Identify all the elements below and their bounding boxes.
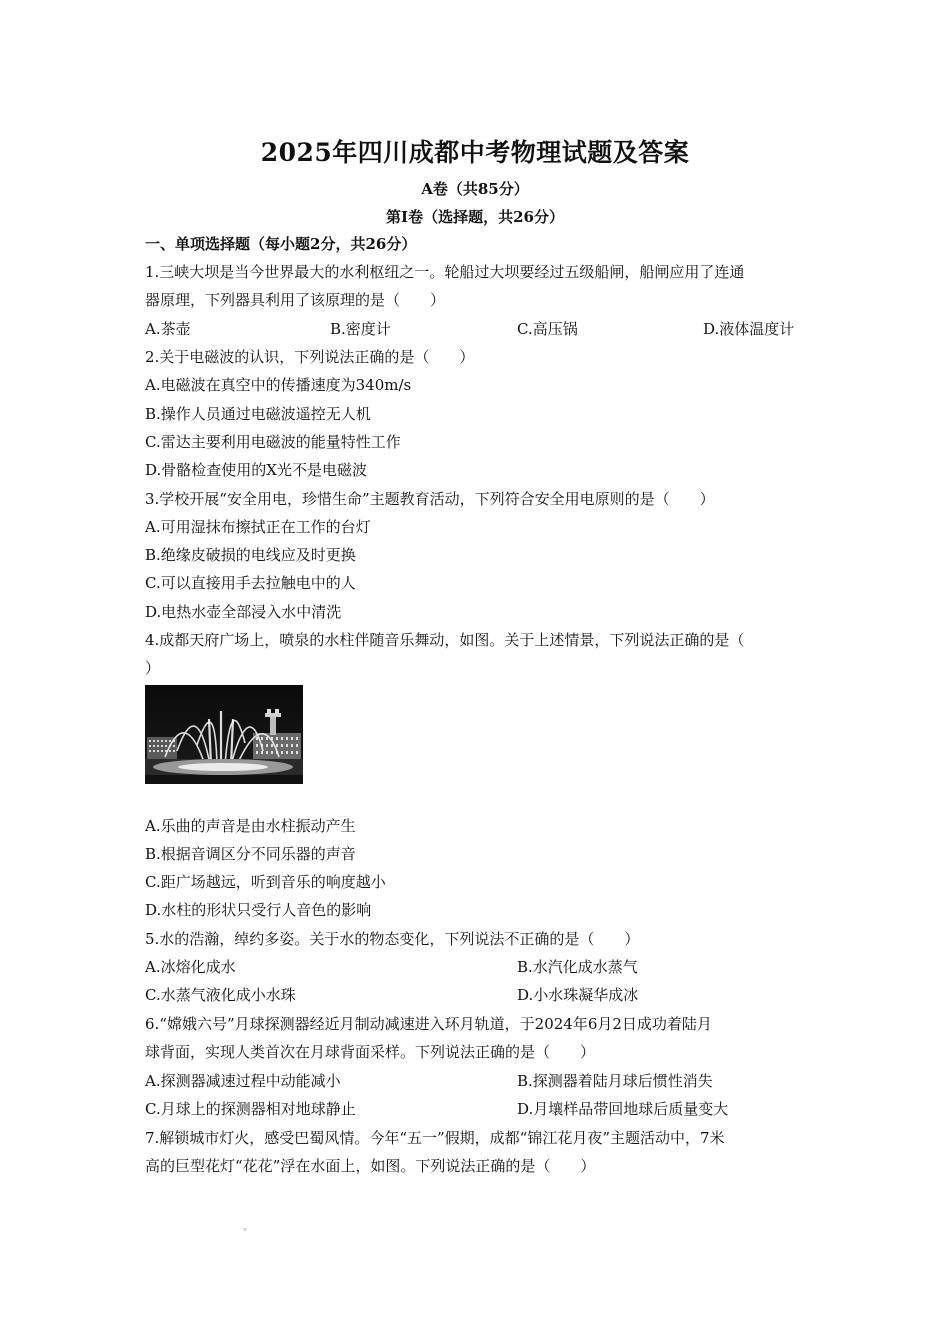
q4-option-d: D.水柱的形状只受行人音色的影响 bbox=[145, 901, 372, 919]
q4-option-c: C.距广场越远，听到音乐的响度越小 bbox=[145, 873, 386, 891]
q1-option-a: A.茶壶 bbox=[145, 320, 191, 338]
paper-a-heading: A卷（共85分） bbox=[421, 180, 529, 198]
q1-option-b: B.密度计 bbox=[330, 320, 391, 338]
q5-option-d: D.小水珠凝华成冰 bbox=[517, 986, 639, 1004]
q3-option-b: B.绝缘皮破损的电线应及时更换 bbox=[145, 546, 356, 564]
q2-option-d: D.骨骼检查使用的X光不是电磁波 bbox=[145, 461, 367, 479]
q7-stem-line2: 高的巨型花灯“花花”浮在水面上，如图。下列说法正确的是（ ） bbox=[145, 1157, 596, 1175]
section-one-heading: 一、单项选择题（每小题2分，共26分） bbox=[145, 235, 417, 253]
q6-stem-line2: 球背面，实现人类首次在月球背面采样。下列说法正确的是（ ） bbox=[145, 1043, 596, 1061]
q2-option-c: C.雷达主要利用电磁波的能量特性工作 bbox=[145, 433, 401, 451]
q3-stem: 3.学校开展“安全用电，珍惜生命”主题教育活动，下列符合安全用电原则的是（ ） bbox=[145, 490, 715, 508]
page-title: 2025年四川成都中考物理试题及答案 bbox=[260, 138, 690, 167]
q6-stem-line1: 6.“嫦娥六号”月球探测器经近月制动减速进入环月轨道，于2024年6月2日成功着陆月 bbox=[145, 1015, 712, 1033]
q6-option-c: C.月球上的探测器相对地球静止 bbox=[145, 1100, 356, 1118]
q1-option-c: C.高压锅 bbox=[517, 320, 578, 338]
q3-option-a: A.可用湿抹布擦拭正在工作的台灯 bbox=[145, 518, 371, 536]
q2-option-b: B.操作人员通过电磁波遥控无人机 bbox=[145, 405, 371, 423]
fountain-photo-icon bbox=[145, 685, 303, 784]
footer-mark: 。 bbox=[243, 1222, 253, 1233]
q4-option-b: B.根据音调区分不同乐器的声音 bbox=[145, 845, 356, 863]
q1-stem-line2: 器原理，下列器具利用了该原理的是（ ） bbox=[145, 291, 446, 309]
q6-option-a: A.探测器减速过程中动能减小 bbox=[145, 1072, 341, 1090]
q3-option-d: D.电热水壶全部浸入水中清洗 bbox=[145, 603, 342, 621]
q5-option-a: A.冰熔化成水 bbox=[145, 958, 236, 976]
q4-stem-line2: ） bbox=[145, 659, 161, 677]
q2-option-a: A.电磁波在真空中的传播速度为340m/s bbox=[145, 376, 412, 394]
q3-option-c: C.可以直接用手去拉触电中的人 bbox=[145, 574, 356, 592]
q1-option-d: D.液体温度计 bbox=[703, 320, 795, 338]
q1-stem-line1: 1.三峡大坝是当今世界最大的水利枢纽之一。轮船过大坝要经过五级船闸，船闸应用了连通 bbox=[145, 263, 745, 281]
q5-stem: 5.水的浩瀚，绰约多姿。关于水的物态变化，下列说法不正确的是（ ） bbox=[145, 930, 640, 948]
q6-option-b: B.探测器着陆月球后惯性消失 bbox=[517, 1072, 713, 1090]
q7-stem-line1: 7.解锁城市灯火，感受巴蜀风情。今年“五一”假期，成都“锦江花月夜”主题活动中，7米 bbox=[145, 1129, 725, 1147]
q6-option-d: D.月壤样品带回地球后质量变大 bbox=[517, 1100, 729, 1118]
q5-option-c: C.水蒸气液化成小水珠 bbox=[145, 986, 296, 1004]
q4-stem-line1: 4.成都天府广场上，喷泉的水柱伴随音乐舞动，如图。关于上述情景，下列说法正确的是（ bbox=[145, 631, 745, 649]
q2-stem: 2.关于电磁波的认识，下列说法正确的是（ ） bbox=[145, 348, 475, 366]
q5-option-b: B.水汽化成水蒸气 bbox=[517, 958, 638, 976]
part-one-heading: 第Ⅰ卷（选择题，共26分） bbox=[386, 208, 564, 226]
q4-option-a: A.乐曲的声音是由水柱振动产生 bbox=[145, 817, 356, 835]
